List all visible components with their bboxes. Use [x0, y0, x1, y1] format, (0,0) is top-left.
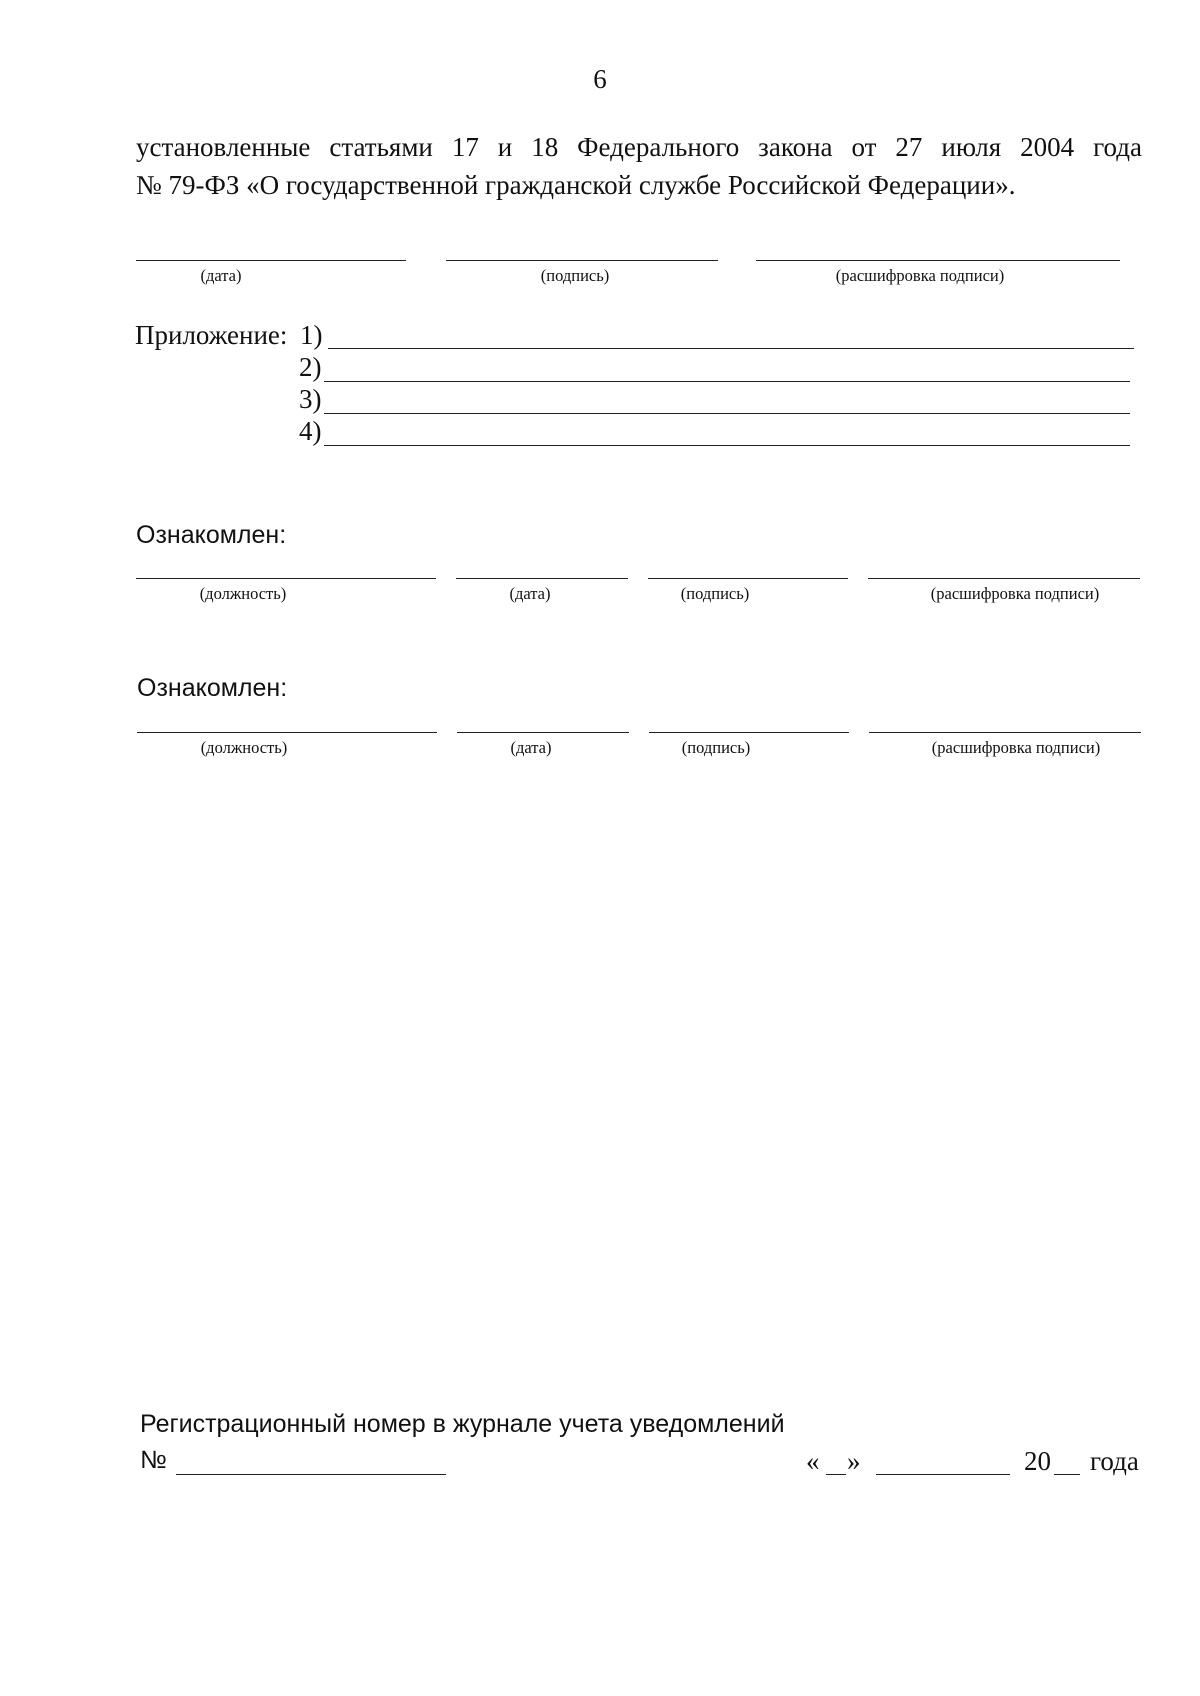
position-caption: (должность) [200, 738, 288, 757]
position-caption: (должность) [199, 584, 287, 603]
appendix-item-line[interactable] [324, 445, 1130, 446]
signature-field-line[interactable] [446, 260, 718, 261]
day-quote-open: « [806, 1446, 820, 1476]
day-field-line[interactable] [826, 1474, 846, 1475]
appendix-item-number: 1) [300, 320, 323, 350]
date-caption: (дата) [200, 266, 242, 285]
appendix-item-line[interactable] [324, 413, 1130, 414]
registration-number-sign: № [140, 1446, 167, 1474]
registration-number-line[interactable] [176, 1474, 446, 1475]
intro-line-1: установленные статьями 17 и 18 Федерального закона от 27 июля 2004 года [136, 132, 1142, 162]
appendix-item-number: 2) [299, 352, 322, 382]
appendix-item-line[interactable] [328, 348, 1134, 349]
decryption-caption: (расшифровка подписи) [930, 584, 1100, 603]
appendix-label: Приложение: [135, 320, 288, 350]
acknowledged-label: Ознакомлен: [136, 521, 287, 549]
intro-line-2: № 79-ФЗ «О государственной гражданской службе Российской Федерации». [136, 170, 1016, 200]
year-suffix: года [1090, 1446, 1139, 1476]
registration-title: Регистрационный номер в журнале учета уведомлений [140, 1410, 785, 1438]
month-field-line[interactable] [876, 1474, 1010, 1475]
day-quote-close: » [847, 1446, 861, 1476]
position-field-line[interactable] [136, 578, 436, 579]
appendix-item-number: 4) [299, 416, 322, 446]
decryption-field-line[interactable] [756, 260, 1120, 261]
year-prefix: 20 [1024, 1446, 1051, 1476]
date-caption: (дата) [509, 584, 551, 603]
year-field-line[interactable] [1054, 1474, 1080, 1475]
signature-field-line[interactable] [648, 578, 848, 579]
page-number: 6 [593, 64, 607, 94]
date-caption: (дата) [510, 738, 552, 757]
decryption-caption: (расшифровка подписи) [835, 266, 1005, 285]
date-field-line[interactable] [457, 732, 629, 733]
signature-caption: (подпись) [680, 584, 750, 603]
date-field-line[interactable] [136, 260, 406, 261]
appendix-item-line[interactable] [324, 381, 1130, 382]
decryption-caption: (расшифровка подписи) [931, 738, 1101, 757]
signature-caption: (подпись) [540, 266, 610, 285]
signature-field-line[interactable] [649, 732, 849, 733]
date-field-line[interactable] [456, 578, 628, 579]
signature-caption: (подпись) [681, 738, 751, 757]
position-field-line[interactable] [137, 732, 437, 733]
decryption-field-line[interactable] [868, 578, 1140, 579]
decryption-field-line[interactable] [869, 732, 1141, 733]
appendix-item-number: 3) [299, 384, 322, 414]
acknowledged-label: Ознакомлен: [137, 674, 288, 702]
